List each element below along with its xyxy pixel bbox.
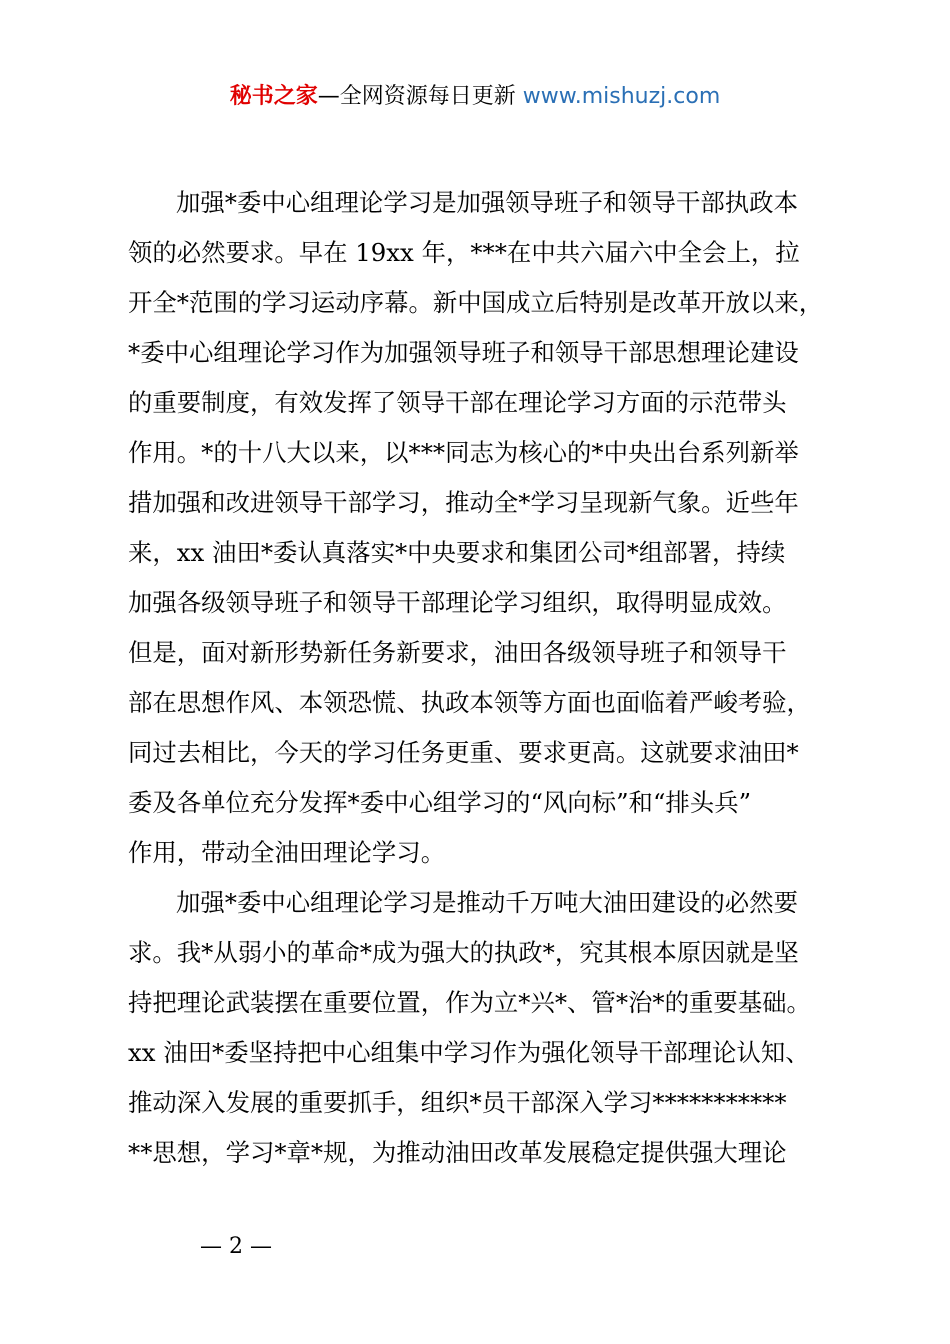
- text-line: 推动深入发展的重要抓手，组织*员干部深入学习***********: [128, 1088, 787, 1117]
- text-line: 求。我*从弱小的革命*成为强大的执政*，究其根本原因就是坚: [128, 938, 799, 967]
- text-line: 开全*范围的学习运动序幕。新中国成立后特别是改革开放以来，: [128, 288, 824, 317]
- document-body: [128, 178, 830, 1178]
- text-line: 委及各单位充分发挥*委中心组学习的“风向标”和“排头兵”: [128, 788, 752, 817]
- website-link[interactable]: www.mishuzj.com: [522, 84, 721, 109]
- text-line: 来，xx 油田*委认真落实*中央要求和集团公司*组部署，持续: [128, 538, 786, 567]
- text-line: *委中心组理论学习作为加强领导班子和领导干部思想理论建设: [128, 338, 799, 367]
- text-line: 加强各级领导班子和领导干部理论学习组织，取得明显成效。: [128, 588, 787, 617]
- text-line: 作用。*的十八大以来，以***同志为核心的*中央出台系列新举: [128, 438, 799, 467]
- text-line: 措加强和改进领导干部学习，推动全*学习呈现新气象。近些年: [128, 488, 799, 517]
- brand-name: 秘书之家: [229, 84, 318, 109]
- paragraph-1: [128, 178, 830, 878]
- paragraph-2: [128, 878, 830, 1178]
- text-line: 作用，带动全油田理论学习。: [128, 838, 446, 867]
- page-header: [0, 82, 950, 112]
- text-line: 但是，面对新形势新任务新要求，油田各级领导班子和领导干: [128, 638, 787, 667]
- text-line: 的重要制度，有效发挥了领导干部在理论学习方面的示范带头: [128, 388, 787, 417]
- text-line: 同过去相比，今天的学习任务更重、要求更高。这就要求油田*: [128, 738, 799, 767]
- text-line: 领的必然要求。早在 19xx 年，***在中共六届六中全会上，拉: [128, 238, 800, 267]
- page-number: — 2 —: [200, 1234, 272, 1259]
- text-line: xx 油田*委坚持把中心组集中学习作为强化领导干部理论认知、: [128, 1038, 810, 1067]
- header-tagline: —全网资源每日更新: [317, 84, 523, 109]
- text-line: **思想，学习*章*规，为推动油田改革发展稳定提供强大理论: [128, 1138, 787, 1167]
- text-line: 加强*委中心组理论学习是加强领导班子和领导干部执政本: [176, 188, 798, 217]
- text-line: 持把理论武装摆在重要位置，作为立*兴*、管*治*的重要基础。: [128, 988, 811, 1017]
- text-line: 部在思想作风、本领恐慌、执政本领等方面也面临着严峻考验，: [128, 688, 811, 717]
- text-line: 加强*委中心组理论学习是推动千万吨大油田建设的必然要: [176, 888, 798, 917]
